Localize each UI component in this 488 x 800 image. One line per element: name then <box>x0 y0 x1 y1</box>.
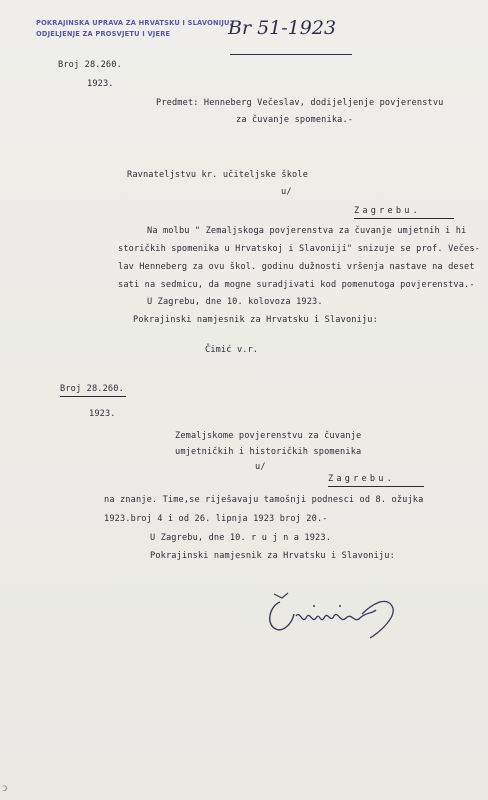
second-body-line1: na znanje. Time,se riješavaju tamošnji podnesci od 8. ožujka <box>104 495 424 505</box>
first-signed: Čimić v.r. <box>205 345 259 355</box>
first-predmet-line2: za čuvanje spomenika.- <box>236 115 354 125</box>
first-official: Pokrajinski namjesnik za Hrvatsku i Slavoniju: <box>133 315 378 325</box>
first-body-line2: storičkih spomenika u Hrvatskoj i Slavoniji" snizuje se prof. Večes- <box>118 244 481 254</box>
office-stamp <box>36 17 232 39</box>
second-city: Zagrebu. <box>328 474 395 484</box>
first-body-line3: lav Henneberg za ovu škol. godinu dužnosti vršenja nastave na deset <box>118 262 475 272</box>
reference-underline <box>230 54 352 55</box>
second-year: 1923. <box>89 409 116 419</box>
first-addressee-u: u/ <box>281 187 292 197</box>
first-date: U Zagrebu, dne 10. kolovoza 1923. <box>147 297 323 307</box>
second-city-underline <box>328 486 424 487</box>
second-official: Pokrajinski namjesnik za Hrvatsku i Slavoniju: <box>150 551 395 561</box>
second-addressee-u: u/ <box>255 462 266 472</box>
corner-mark: ↄ <box>2 780 8 794</box>
first-city: Zagrebu. <box>354 206 421 216</box>
first-predmet-line1: Predmet: Henneberg Večeslav, dodijeljenje povjerenstvu <box>156 98 444 108</box>
stamp-line-1: POKRAJINSKA UPRAVA ZA HRVATSKU I SLAVONIJU, <box>36 18 233 27</box>
first-addressee: Ravnateljstvu kr. učiteljske škole <box>127 170 309 180</box>
second-broj: Broj 28.260. <box>60 384 124 394</box>
first-body-line1: Na molbu " Zemaljskoga povjerenstva za čuvanje umjetnih i hi <box>147 226 467 236</box>
first-city-underline <box>354 218 454 219</box>
second-body-line2: 1923.broj 4 i od 26. lipnja 1923 broj 20.- <box>104 514 328 524</box>
handwritten-reference: Br 51-1923 <box>228 17 337 39</box>
second-addressee-line1: Zemaljskome povjerenstvu za čuvanje <box>175 431 362 441</box>
second-date: U Zagrebu, dne 10. r u j n a 1923. <box>150 533 332 543</box>
handwritten-signature <box>262 584 412 644</box>
first-body-line4: sati na sedmicu, da mogne suradjivati kod pomenutoga povjerenstva.- <box>118 280 475 290</box>
second-addressee-line2: umjetničkih i historičkih spomenika <box>175 447 362 457</box>
stamp-line-2: ODJELJENJE ZA PROSVJETU I VJERE <box>36 29 171 38</box>
second-broj-underline <box>60 396 126 397</box>
first-broj: Broj 28.260. <box>58 60 122 70</box>
first-year: 1923. <box>87 79 114 89</box>
